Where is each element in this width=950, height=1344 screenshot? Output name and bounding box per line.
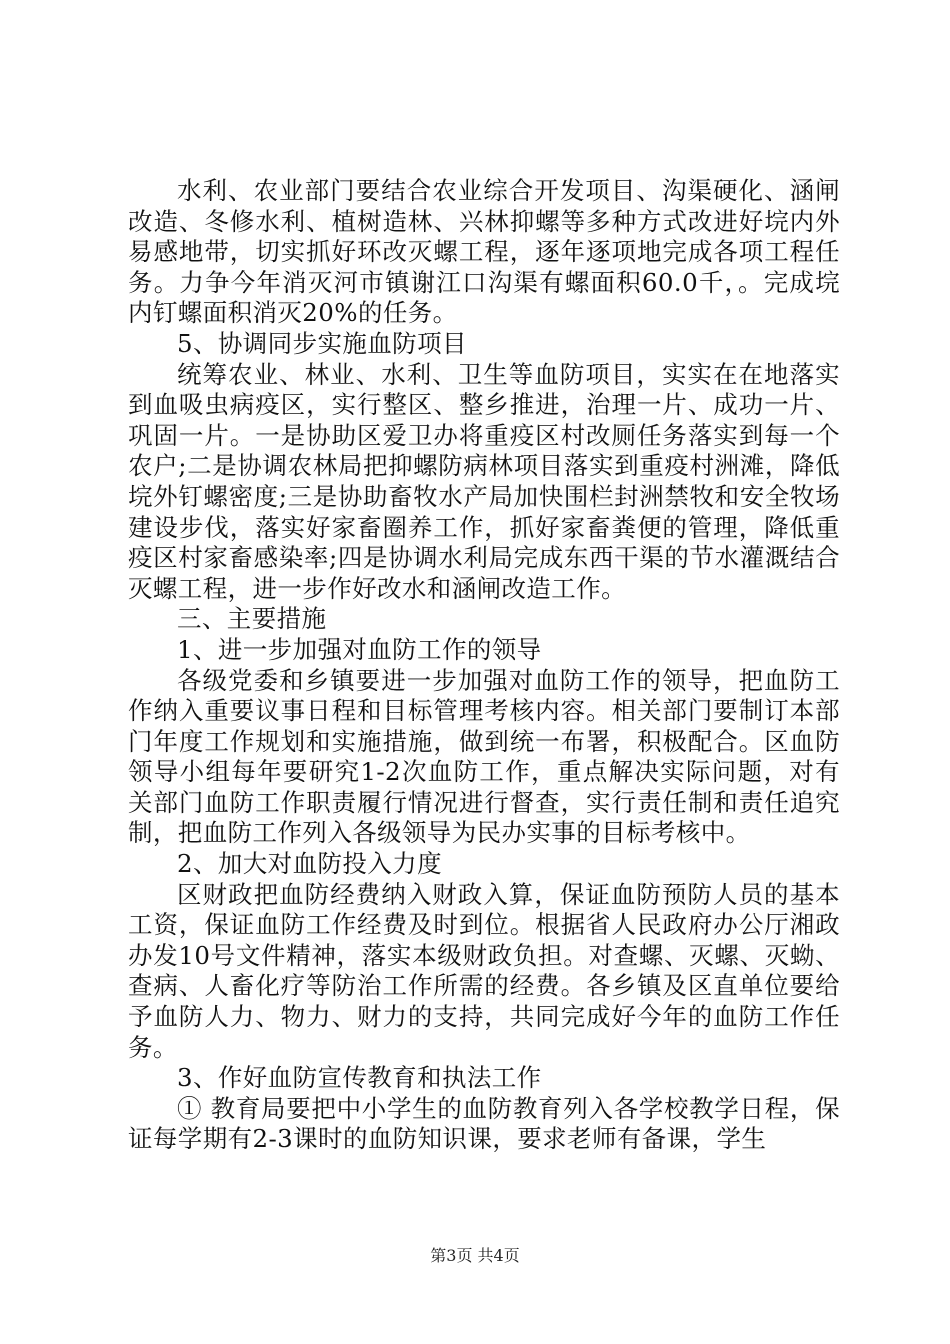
heading-main-measures: 三、主要措施: [177, 604, 327, 634]
paragraph-3: 各级党委和乡镇要进一步加强对血防工作的领导，把血防工作纳入重要议事日程和目标管理考核内容。相关部门要制订本部门年度工作规划和实施措施，做到统一布署，积极配合。区血防领导小组每年要研究1-2次血防工作，重点解决实际问题，对有关部门血防工作职责履行情况进行督查，实行责任制和责任追究制，把血防工作列入各级领导为民办实事的目标考核中。: [128, 665, 840, 848]
paragraph-1: 水利、农业部门要结合农业综合开发项目、沟渠硬化、涵闸改造、冬修水利、植树造林、兴林抑螺等多种方式改进好垸内外易感地带，切实抓好环改灭螺工程，逐年逐项地完成各项工程任务。力争今年消灭河市镇谢江口沟渠有螺面积60.0千，。完成垸内钉螺面积消灭20%的任务。: [128, 176, 840, 328]
heading-coordinate-projects: 5、协调同步实施血防项目: [177, 328, 467, 358]
heading-investment: 2、加大对血防投入力度: [177, 849, 442, 879]
paragraph-2: 统筹农业、林业、水利、卫生等血防项目，实实在在地落实到血吸虫病疫区，实行整区、整乡推进，治理一片、成功一片、巩固一片。一是协助区爱卫办将重疫区村改厕任务落实到每一个农户;二是协调农林局把抑螺防病林项目落实到重疫村洲滩，降低垸外钉螺密度;三是协助畜牧水产局加快围栏封洲禁牧和安全牧场建设步伐，落实好家畜圈养工作，抓好家畜粪便的管理，降低重疫区村家畜感染率;四是协调水利局完成东西干渠的节水灌溉结合灭螺工程，进一步作好改水和涵闸改造工作。: [128, 359, 840, 603]
heading-leadership: 1、进一步加强对血防工作的领导: [177, 634, 542, 664]
heading-publicity: 3、作好血防宣传教育和执法工作: [177, 1063, 542, 1093]
paragraph-4: 区财政把血防经费纳入财政入算，保证血防预防人员的基本工资，保证血防工作经费及时到位。根据省人民政府办公厅湘政办发10号文件精神，落实本级财政负担。对查螺、灭螺、灭蚴、查病、人畜化疗等防治工作所需的经费。各乡镇及区直单位要给予血防人力、物力、财力的支持，共同完成好今年的血防工作任务。: [128, 879, 840, 1062]
paragraph-5: ① 教育局要把中小学生的血防教育列入各学校教学日程，保证每学期有2-3课时的血防知识课，要求老师有备课，学生: [128, 1093, 840, 1154]
page-footer: 第3页 共4页: [430, 1246, 520, 1265]
body-text: [128, 176, 840, 1155]
